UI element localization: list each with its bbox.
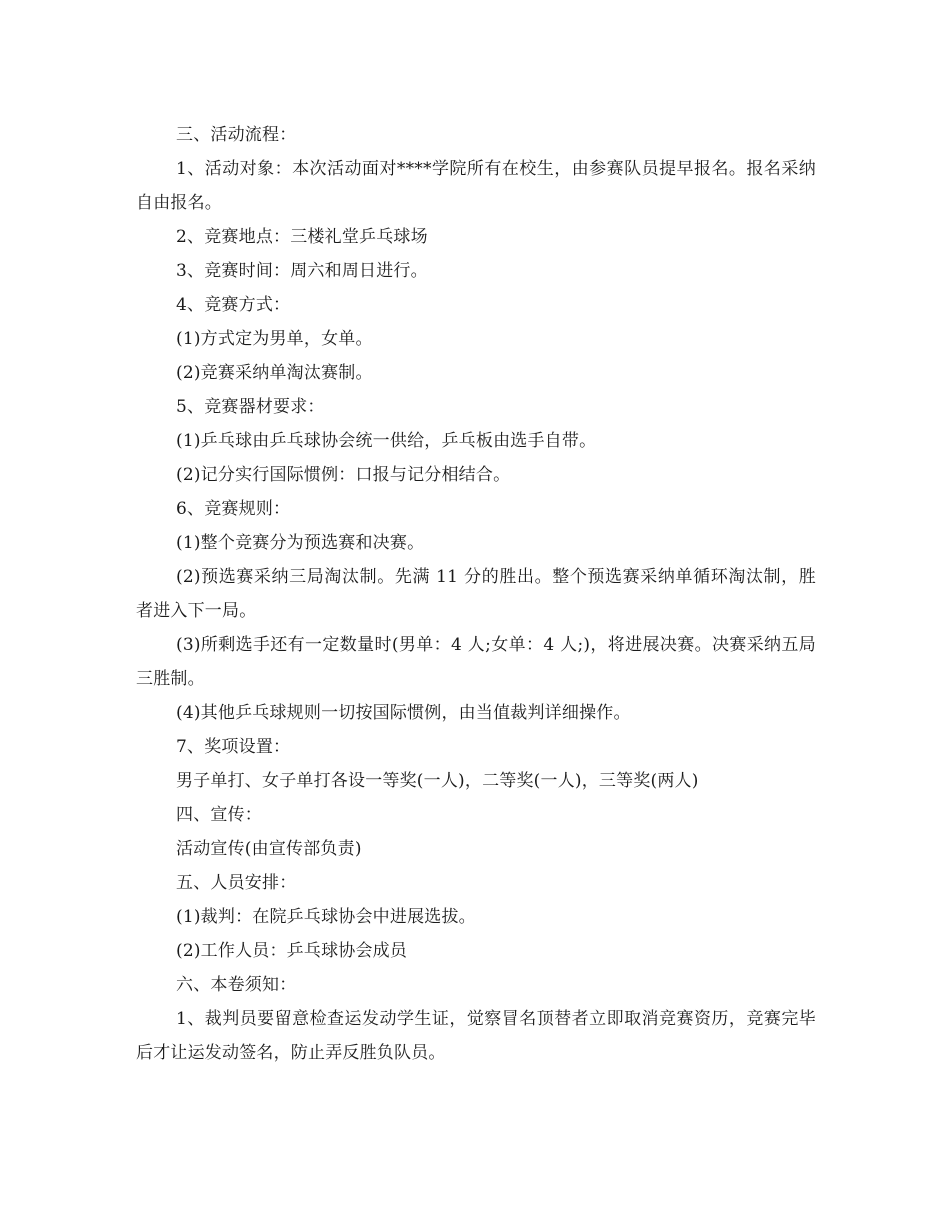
document-body xyxy=(136,118,816,1070)
paragraph-line: 六、本卷须知： xyxy=(176,975,297,995)
paragraph-line: 活动宣传(由宣传部负责) xyxy=(176,839,362,859)
paragraph-line: (1)裁判：在院乒乓球协会中进展选拔。 xyxy=(176,907,476,927)
paragraph-line: 3、竞赛时间：周六和周日进行。 xyxy=(176,261,428,281)
paragraph-line: (1)整个竞赛分为预选赛和决赛。 xyxy=(176,533,425,553)
paragraph-line: (2)记分实行国际惯例：口报与记分相结合。 xyxy=(176,465,511,485)
paragraph-line: 四、宣传： xyxy=(176,805,262,825)
paragraph-line: 7、奖项设置： xyxy=(176,737,291,757)
paragraph-line: 5、竞赛器材要求： xyxy=(176,397,325,417)
paragraph-line: (2)预选赛采纳三局淘汰制。先满 11 分的胜出。整个预选赛采纳单循环淘汰制，胜者进入下一局。 xyxy=(136,567,816,621)
paragraph-line: 五、人员安排： xyxy=(176,873,297,893)
paragraph-line: (3)所剩选手还有一定数量时(男单：4 人;女单：4 人;)，将进展决赛。决赛采纳五局三胜制。 xyxy=(136,635,816,689)
paragraph-line: (2)竞赛采纳单淘汰赛制。 xyxy=(176,363,373,383)
paragraph-line: (2)工作人员：乒乓球协会成员 xyxy=(176,941,408,961)
paragraph-line: 1、裁判员要留意检查运发动学生证，觉察冒名顶替者立即取消竞赛资历，竞赛完毕后才让运发动签名，防止弄反胜负队员。 xyxy=(136,1009,816,1063)
paragraph-line: 2、竞赛地点：三楼礼堂乒乓球场 xyxy=(176,227,428,247)
paragraph-line: 三、活动流程： xyxy=(176,125,297,145)
paragraph-line: (1)方式定为男单，女单。 xyxy=(176,329,373,349)
paragraph-line: (4)其他乒乓球规则一切按国际惯例，由当值裁判详细操作。 xyxy=(176,703,631,723)
paragraph-line: (1)乒乓球由乒乓球协会统一供给，乒乓板由选手自带。 xyxy=(176,431,597,451)
paragraph-line: 4、竞赛方式： xyxy=(176,295,291,315)
paragraph-line: 男子单打、女子单打各设一等奖(一人)，二等奖(一人)，三等奖(两人) xyxy=(176,771,699,791)
paragraph-line: 1、活动对象：本次活动面对****学院所有在校生，由参赛队员提早报名。报名采纳自由报名。 xyxy=(136,159,816,213)
paragraph-line: 6、竞赛规则： xyxy=(176,499,291,519)
